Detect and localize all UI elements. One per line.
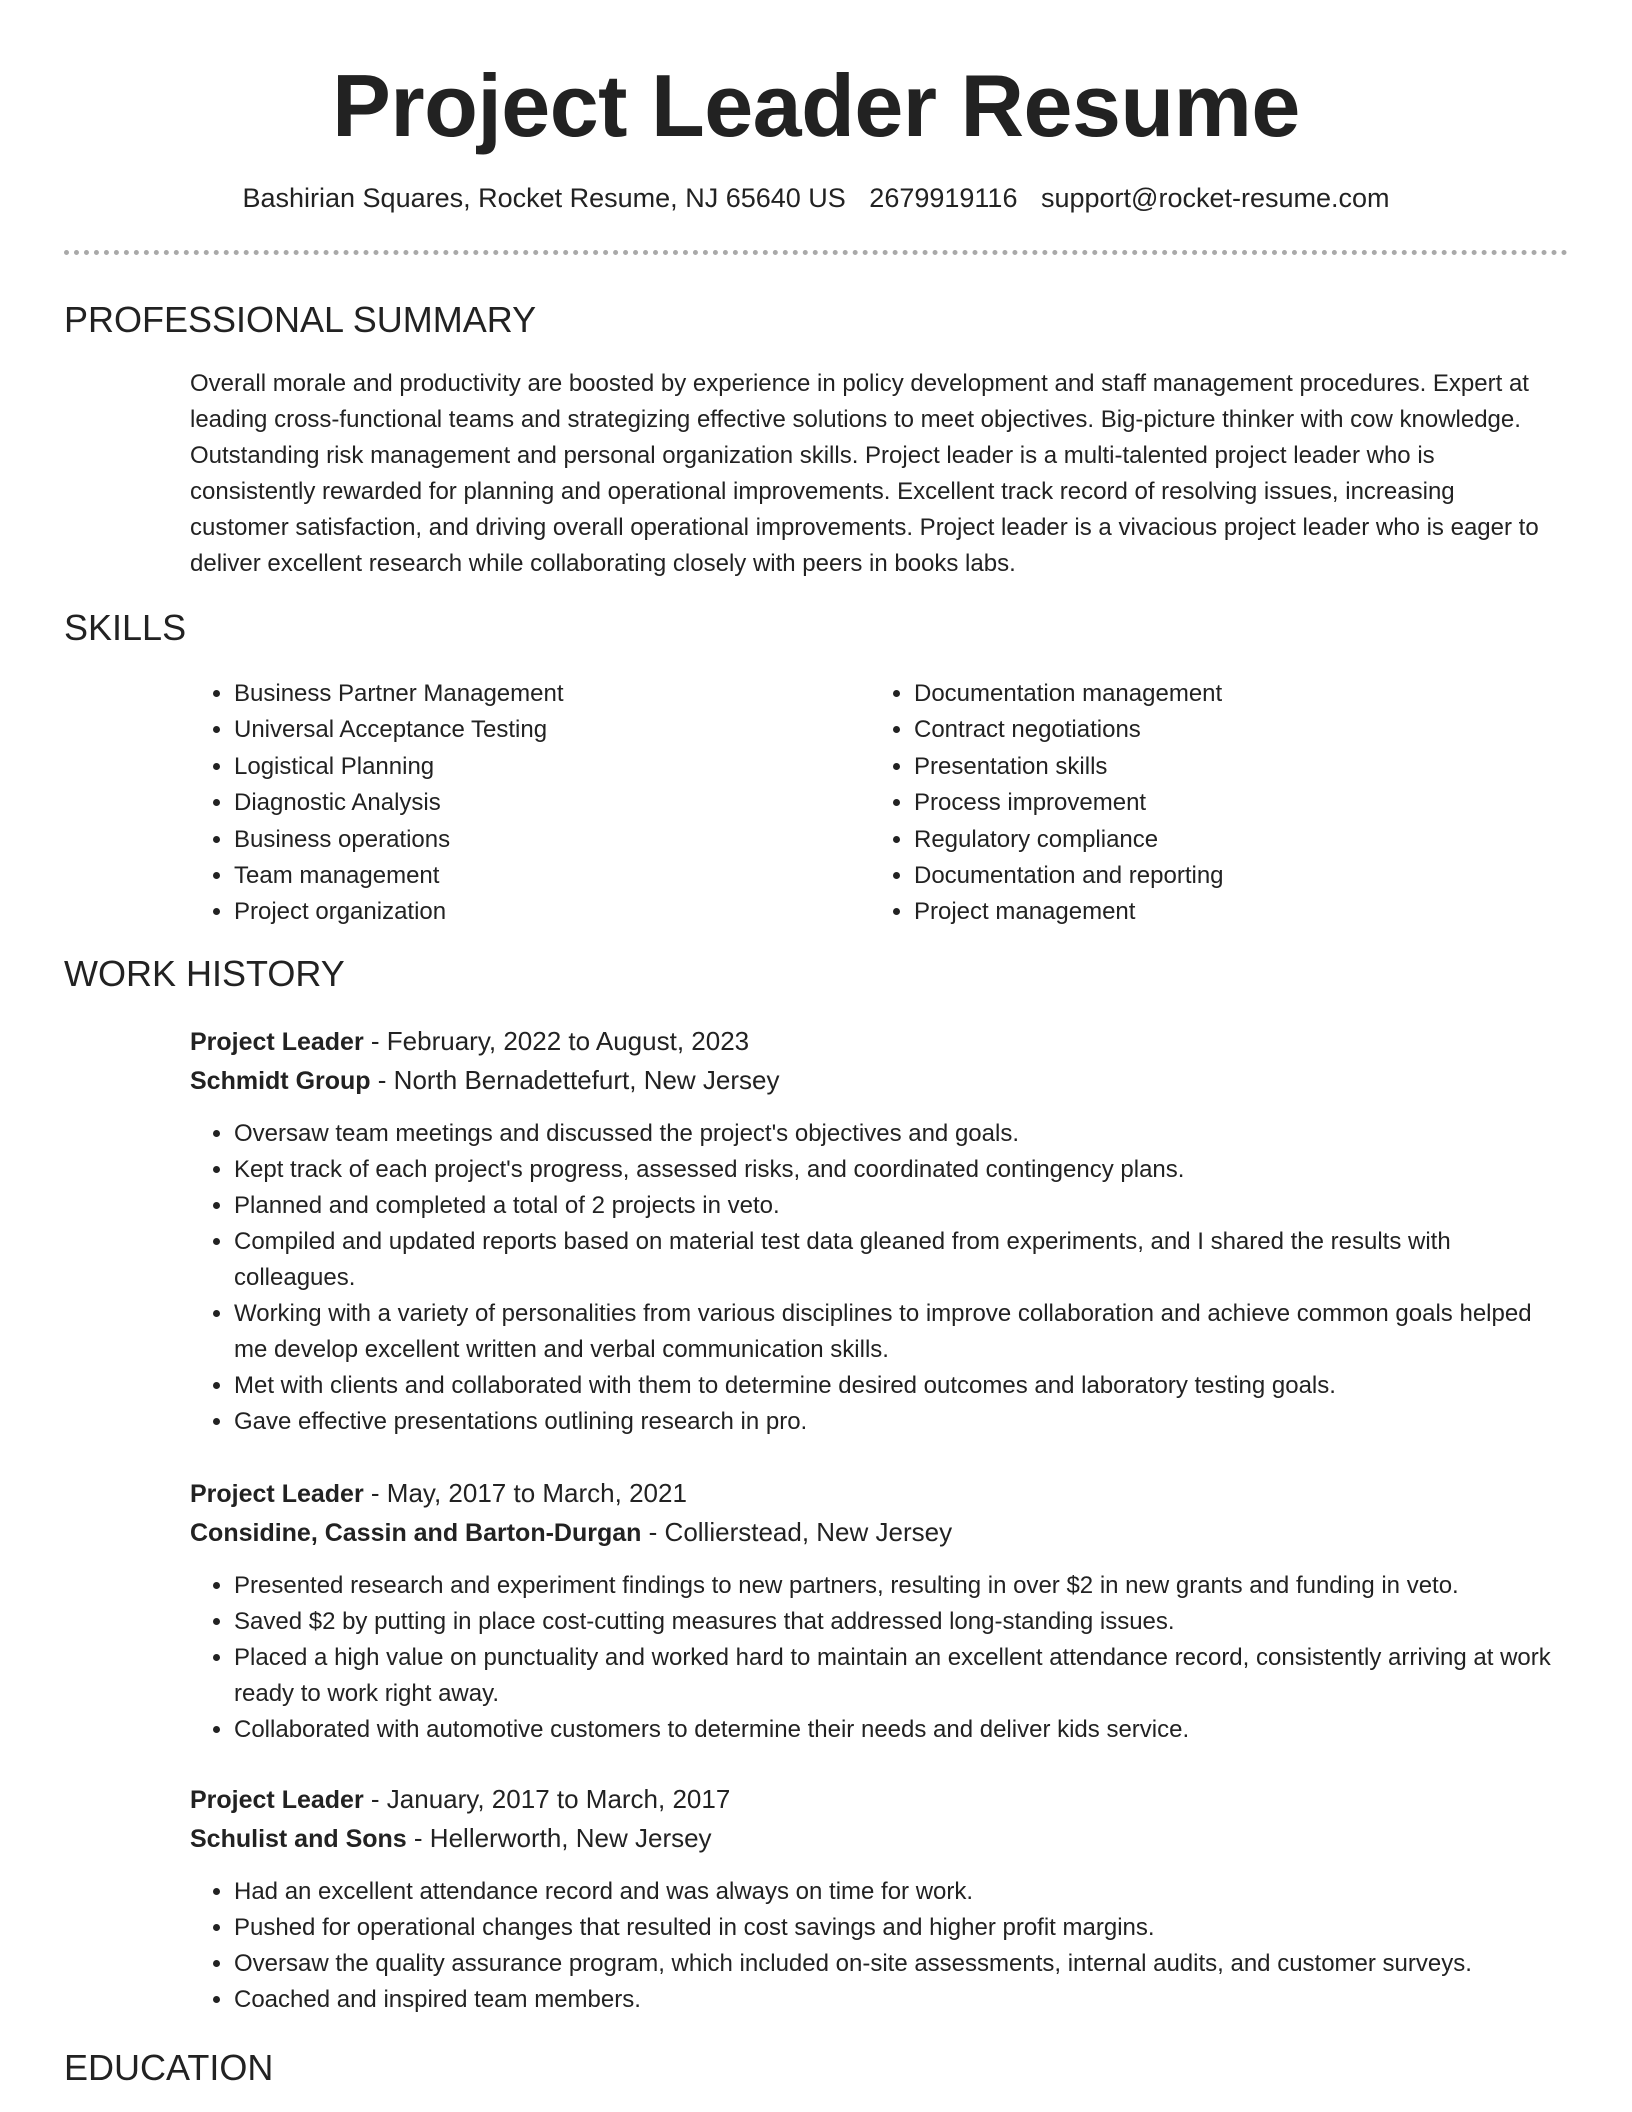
job-title-line: [190, 1474, 1570, 1513]
skill-item: • Logistical Planning: [234, 749, 564, 785]
job-dates: - May, 2017 to March, 2021: [363, 1478, 687, 1508]
job-entry: [190, 1022, 1570, 1440]
job-company: Schmidt Group: [190, 1067, 371, 1095]
contact-line: [0, 180, 1632, 216]
job-bullets: [190, 1874, 1570, 2018]
contact-address: Bashirian Squares, Rocket Resume, NJ 65640 US: [242, 183, 846, 213]
job-bullet: • Kept track of each project's progress, assessed risks, and coordinated contingency plans.: [234, 1152, 1570, 1188]
job-bullet: • Placed a high value on punctuality and worked hard to maintain an excellent attendance record, consistently arriving at work ready to work right away.: [234, 1640, 1570, 1712]
job-bullets: [190, 1568, 1570, 1748]
job-title-line: [190, 1022, 1570, 1061]
skill-item: • Project management: [914, 894, 1224, 930]
job-location: - North Bernadettefurt, New Jersey: [370, 1065, 780, 1095]
work-history-heading: WORK HISTORY: [64, 953, 345, 994]
job-dates: - January, 2017 to March, 2017: [363, 1784, 731, 1814]
job-bullet: • Oversaw the quality assurance program, which included on-site assessments, internal audits, and customer surveys.: [234, 1946, 1570, 1982]
skill-item: • Universal Acceptance Testing: [234, 712, 564, 748]
skill-item: • Diagnostic Analysis: [234, 785, 564, 821]
skills-heading: SKILLS: [64, 607, 187, 648]
job-bullet: • Met with clients and collaborated with them to determine desired outcomes and laboratory testing goals.: [234, 1368, 1570, 1404]
job-bullet: • Saved $2 by putting in place cost-cutting measures that addressed long-standing issues.: [234, 1604, 1570, 1640]
header-divider: [64, 250, 1568, 255]
job-bullets: [190, 1116, 1570, 1440]
skills-column-2: [870, 676, 1224, 931]
summary-text: Overall morale and productivity are boosted by experience in policy development and staff management procedures. Expert at leading cross-functional teams and strategizing effective solutions to meet objectives. Big-picture thinker with cow knowledge. Outstanding risk management and personal organization skills. Project leader is a multi-talented project leader who is consistently rewarded for planning and operational improvements. Excellent track record of resolving issues, increasing customer satisfaction, and driving overall operational improvements. Project leader is a vivacious project leader who is eager to deliver excellent research while collaborating closely with peers in books labs.: [190, 370, 1539, 577]
skill-item: • Documentation and reporting: [914, 858, 1224, 894]
skill-item: • Business operations: [234, 822, 564, 858]
job-bullet: • Had an excellent attendance record and was always on time for work.: [234, 1874, 1570, 1910]
skill-item: • Presentation skills: [914, 749, 1224, 785]
job-bullet: • Compiled and updated reports based on material test data gleaned from experiments, and I shared the results with colleagues.: [234, 1224, 1570, 1296]
skill-item: • Contract negotiations: [914, 712, 1224, 748]
skill-item: • Documentation management: [914, 676, 1224, 712]
job-company: Considine, Cassin and Barton-Durgan: [190, 1519, 642, 1547]
skill-item: • Team management: [234, 858, 564, 894]
job-title: Project Leader: [190, 1480, 364, 1508]
job-company-line: [190, 1061, 1570, 1100]
contact-email: support@rocket-resume.com: [1040, 183, 1390, 213]
job-bullet: • Gave effective presentations outlining research in pro.: [234, 1404, 1570, 1440]
education-heading: EDUCATION: [64, 2047, 274, 2088]
job-bullet: • Presented research and experiment findings to new partners, resulting in over $2 in new grants and funding in veto.: [234, 1568, 1570, 1604]
summary-heading: PROFESSIONAL SUMMARY: [64, 299, 537, 340]
job-bullet: • Working with a variety of personalities from various disciplines to improve collaboration and achieve common goals helped me develop excellent written and verbal communication skills.: [234, 1296, 1570, 1368]
job-bullet: • Oversaw team meetings and discussed the project's objectives and goals.: [234, 1116, 1570, 1152]
job-company-line: [190, 1819, 1570, 1858]
job-company-line: [190, 1513, 1570, 1552]
resume-title: Project Leader Resume: [332, 56, 1300, 155]
skill-item: • Project organization: [234, 894, 564, 930]
job-bullet: • Pushed for operational changes that resulted in cost savings and higher profit margins.: [234, 1910, 1570, 1946]
contact-phone: 2679919116: [869, 183, 1018, 213]
job-entry: [190, 1474, 1570, 1748]
skill-item: • Process improvement: [914, 785, 1224, 821]
job-bullet: • Collaborated with automotive customers to determine their needs and deliver kids service.: [234, 1712, 1570, 1748]
skills-column-1: [190, 676, 564, 931]
job-bullet: • Coached and inspired team members.: [234, 1982, 1570, 2018]
job-title: Project Leader: [190, 1028, 364, 1056]
job-bullet: • Planned and completed a total of 2 projects in veto.: [234, 1188, 1570, 1224]
job-location: - Hellerworth, New Jersey: [406, 1823, 712, 1853]
job-company: Schulist and Sons: [190, 1825, 407, 1853]
job-entry: [190, 1780, 1570, 2018]
job-title-line: [190, 1780, 1570, 1819]
job-title: Project Leader: [190, 1786, 364, 1814]
skill-item: • Business Partner Management: [234, 676, 564, 712]
job-dates: - February, 2022 to August, 2023: [363, 1026, 750, 1056]
skill-item: • Regulatory compliance: [914, 822, 1224, 858]
job-location: - Collierstead, New Jersey: [641, 1517, 953, 1547]
